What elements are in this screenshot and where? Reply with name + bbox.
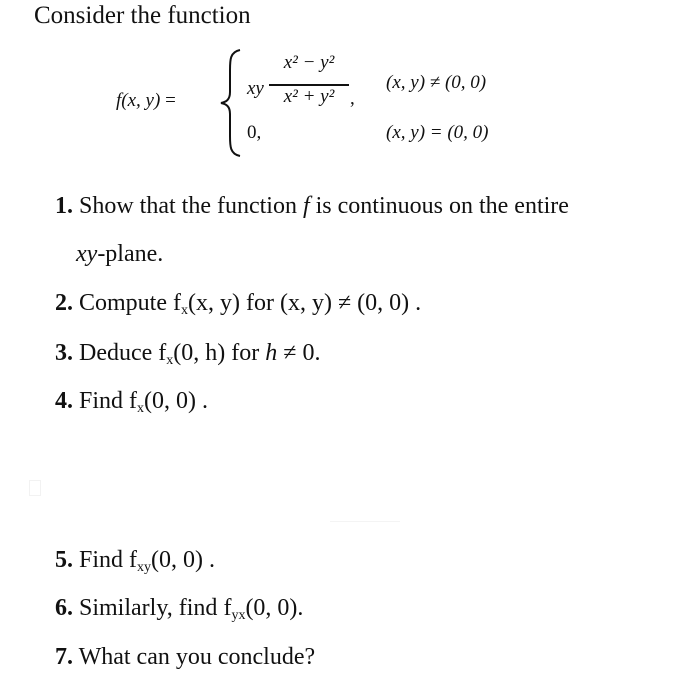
intro-text: Consider the function [34, 2, 251, 29]
fn-symbol: f [223, 595, 232, 621]
question-number: 1. [55, 193, 73, 219]
question-1 [55, 193, 569, 220]
fn-args: (0, h) [173, 340, 226, 366]
fn-subscript: x [137, 401, 145, 416]
fn-symbol: f [158, 340, 167, 366]
case1-comma: , [350, 88, 355, 109]
question-text: Deduce [79, 340, 153, 366]
question-text: Compute [79, 290, 167, 316]
function-args: (x, y) [121, 90, 161, 111]
math-var: xy [76, 241, 98, 267]
scan-artifact [29, 480, 41, 496]
question-7 [55, 644, 315, 671]
case1-numerator: x² − y² [283, 52, 335, 73]
fn-args: (0, 0) . [151, 547, 215, 573]
equals-sign: = [165, 90, 176, 111]
case1-condition: (x, y) ≠ (0, 0) [386, 72, 487, 93]
question-text: Find [79, 388, 124, 414]
fn-subscript: x [166, 353, 174, 368]
fn-args: (0, 0). [245, 595, 304, 621]
case1-denominator: x² + y² [283, 86, 335, 107]
question-text: -plane. [97, 241, 164, 267]
fn-args: (0, 0) . [144, 388, 208, 414]
question-text: Show that the function [79, 193, 297, 219]
partial-derivative [223, 595, 303, 621]
partial-derivative [129, 547, 215, 573]
question-text: Find [79, 547, 124, 573]
math-var: f [302, 193, 310, 219]
function-name: f [116, 90, 122, 111]
question-text: for [231, 340, 260, 366]
scan-artifact-line [330, 521, 400, 522]
question-number: 5. [55, 547, 73, 573]
question-text: Similarly, find [79, 595, 218, 621]
question-5 [55, 547, 215, 576]
fn-args: (x, y) [188, 290, 240, 316]
question-3 [55, 340, 320, 369]
question-number: 7. [55, 644, 73, 670]
fn-symbol: f [129, 388, 138, 414]
question-text: for (x, y) ≠ (0, 0) . [245, 290, 422, 316]
question-1-continuation [76, 241, 163, 268]
question-number: 2. [55, 290, 73, 316]
function-label [116, 90, 176, 112]
case2-value: 0, [247, 122, 262, 143]
case1-prefix: xy [247, 78, 264, 99]
partial-derivative [158, 340, 225, 366]
question-number: 3. [55, 340, 73, 366]
question-2 [55, 290, 421, 319]
fn-subscript: xy [137, 560, 152, 575]
piecewise-brace-icon [218, 48, 244, 158]
fn-subscript: yx [231, 608, 246, 623]
question-6 [55, 595, 303, 624]
question-number: 4. [55, 388, 73, 414]
fn-symbol: f [129, 547, 138, 573]
question-text: What can you conclude? [78, 644, 316, 670]
question-text: is continuous on the entire [315, 193, 569, 219]
math-var: h [265, 340, 278, 366]
partial-derivative [173, 290, 240, 316]
question-number: 6. [55, 595, 73, 621]
fn-subscript: x [181, 303, 188, 318]
fn-symbol: f [173, 290, 181, 316]
partial-derivative [129, 388, 208, 414]
question-text: ≠ 0. [283, 340, 321, 366]
question-4 [55, 388, 208, 417]
case2-condition: (x, y) = (0, 0) [386, 122, 489, 143]
